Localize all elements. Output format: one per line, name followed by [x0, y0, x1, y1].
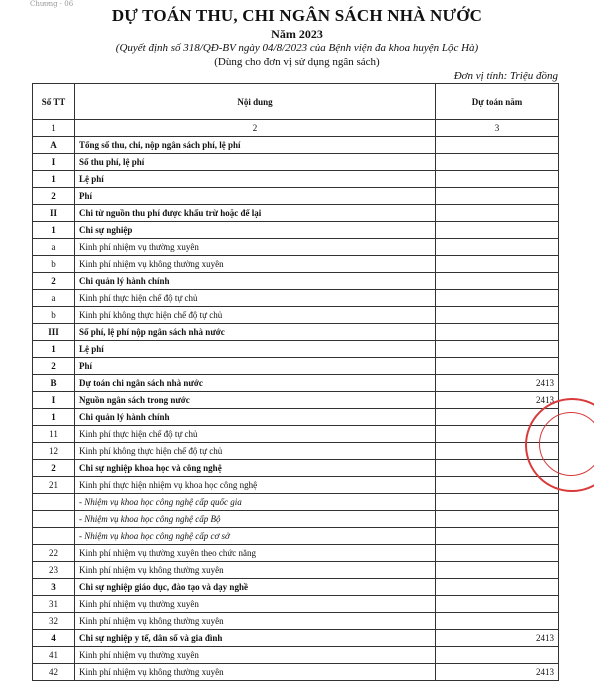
row-number-cell: 32	[33, 613, 75, 630]
row-estimate-cell	[436, 562, 559, 579]
table-row	[33, 290, 559, 307]
row-content-cell: Nguồn ngân sách trong nước	[75, 392, 436, 409]
table-row	[33, 545, 559, 562]
row-estimate-cell	[436, 341, 559, 358]
row-number-cell: 41	[33, 647, 75, 664]
table-row	[33, 613, 559, 630]
row-estimate-cell	[436, 511, 559, 528]
row-content-cell: - Nhiệm vụ khoa học công nghệ cấp quốc gia	[75, 494, 436, 511]
row-estimate-cell	[436, 137, 559, 154]
row-estimate-cell	[436, 290, 559, 307]
index-cell: 3	[436, 120, 559, 137]
row-estimate-cell	[436, 545, 559, 562]
row-content-cell: Chi sự nghiệp	[75, 222, 436, 239]
row-estimate-cell	[436, 256, 559, 273]
row-estimate-cell	[436, 647, 559, 664]
row-number-cell: 1	[33, 341, 75, 358]
row-number-cell: 3	[33, 579, 75, 596]
row-estimate-cell: 2413	[436, 664, 559, 681]
row-content-cell: Tổng số thu, chi, nộp ngân sách phí, lệ phí	[75, 137, 436, 154]
row-estimate-cell: 2413	[436, 630, 559, 647]
table-row	[33, 664, 559, 681]
table-row	[33, 137, 559, 154]
table-row	[33, 188, 559, 205]
table-row	[33, 273, 559, 290]
row-content-cell: Kinh phí nhiệm vụ không thường xuyên	[75, 256, 436, 273]
row-content-cell: Chi sự nghiệp giáo dục, đào tạo và dạy nghề	[75, 579, 436, 596]
index-cell: 2	[75, 120, 436, 137]
table-row	[33, 239, 559, 256]
row-number-cell: a	[33, 239, 75, 256]
row-content-cell: Chi từ nguồn thu phí được khấu trừ hoặc để lại	[75, 205, 436, 222]
row-estimate-cell	[436, 205, 559, 222]
row-estimate-cell	[436, 494, 559, 511]
row-content-cell: Kinh phí thực hiện nhiệm vụ khoa học công nghệ	[75, 477, 436, 494]
row-number-cell: B	[33, 375, 75, 392]
row-number-cell: III	[33, 324, 75, 341]
row-number-cell: 2	[33, 460, 75, 477]
row-estimate-cell	[436, 239, 559, 256]
document-title: DỰ TOÁN THU, CHI NGÂN SÁCH NHÀ NƯỚC	[111, 6, 483, 25]
table-row	[33, 341, 559, 358]
row-number-cell	[33, 494, 75, 511]
table-row	[33, 392, 559, 409]
row-content-cell: Số phí, lệ phí nộp ngân sách nhà nước	[75, 324, 436, 341]
row-content-cell: Kinh phí nhiệm vụ không thường xuyên	[75, 562, 436, 579]
row-content-cell: Chi quản lý hành chính	[75, 409, 436, 426]
row-number-cell: I	[33, 154, 75, 171]
row-estimate-cell	[436, 307, 559, 324]
table-row	[33, 222, 559, 239]
row-number-cell: 2	[33, 358, 75, 375]
table-row	[33, 460, 559, 477]
table-row	[33, 579, 559, 596]
row-content-cell: Kinh phí thực hiện chế độ tự chủ	[75, 426, 436, 443]
index-cell: 1	[33, 120, 75, 137]
row-number-cell: 1	[33, 171, 75, 188]
row-estimate-cell	[436, 358, 559, 375]
row-content-cell: Phí	[75, 358, 436, 375]
row-estimate-cell	[436, 222, 559, 239]
row-estimate-cell: 2413	[436, 375, 559, 392]
row-content-cell: Kinh phí nhiệm vụ thường xuyên	[75, 239, 436, 256]
row-number-cell: 31	[33, 596, 75, 613]
row-content-cell: Lệ phí	[75, 171, 436, 188]
row-number-cell: a	[33, 290, 75, 307]
row-number-cell: A	[33, 137, 75, 154]
column-header-content: Nội dung	[75, 84, 436, 120]
row-estimate-cell	[436, 273, 559, 290]
table-row	[33, 630, 559, 647]
table-row	[33, 647, 559, 664]
row-number-cell: 23	[33, 562, 75, 579]
budget-table	[32, 83, 559, 681]
row-number-cell: 12	[33, 443, 75, 460]
row-number-cell: II	[33, 205, 75, 222]
row-number-cell	[33, 528, 75, 545]
column-header-number: Số TT	[33, 84, 75, 120]
table-row	[33, 256, 559, 273]
table-row	[33, 528, 559, 545]
row-content-cell: Chi quản lý hành chính	[75, 273, 436, 290]
table-row	[33, 596, 559, 613]
table-row	[33, 375, 559, 392]
column-header-estimate: Dự toán năm	[436, 84, 559, 120]
table-row	[33, 205, 559, 222]
table-row	[33, 511, 559, 528]
table-row	[33, 477, 559, 494]
row-number-cell	[33, 511, 75, 528]
table-header-row	[33, 84, 559, 120]
row-content-cell: Kinh phí không thực hiện chế độ tự chủ	[75, 307, 436, 324]
decision-reference: (Quyết định số 318/QĐ-BV ngày 04/8/2023 của Bệnh viện đa khoa huyện Lộc Hà)	[115, 42, 479, 54]
row-number-cell: 1	[33, 409, 75, 426]
row-number-cell: b	[33, 307, 75, 324]
row-number-cell: 2	[33, 273, 75, 290]
row-estimate-cell	[436, 188, 559, 205]
row-number-cell: b	[33, 256, 75, 273]
row-content-cell: Kinh phí thực hiện chế độ tự chủ	[75, 290, 436, 307]
row-number-cell: 21	[33, 477, 75, 494]
row-number-cell: 22	[33, 545, 75, 562]
row-content-cell: Kinh phí nhiệm vụ không thường xuyên	[75, 613, 436, 630]
row-estimate-cell	[436, 613, 559, 630]
row-number-cell: 42	[33, 664, 75, 681]
table-row	[33, 154, 559, 171]
row-estimate-cell	[436, 528, 559, 545]
row-content-cell: Chi sự nghiệp khoa học và công nghệ	[75, 460, 436, 477]
row-content-cell: Phí	[75, 188, 436, 205]
row-number-cell: 2	[33, 188, 75, 205]
table-row	[33, 358, 559, 375]
table-row	[33, 443, 559, 460]
table-row	[33, 562, 559, 579]
table-row	[33, 494, 559, 511]
document-year: Năm 2023	[271, 27, 323, 41]
row-number-cell: 4	[33, 630, 75, 647]
row-estimate-cell	[436, 596, 559, 613]
row-content-cell: - Nhiệm vụ khoa học công nghệ cấp Bộ	[75, 511, 436, 528]
table-index-row	[33, 120, 559, 137]
row-estimate-cell: 2413	[436, 392, 559, 409]
header-chapter-note: Chương · 06	[30, 0, 74, 8]
row-content-cell: Kinh phí không thực hiện chế độ tự chủ	[75, 443, 436, 460]
usage-note: (Dùng cho đơn vị sử dụng ngân sách)	[214, 56, 380, 68]
row-content-cell: - Nhiệm vụ khoa học công nghệ cấp cơ sở	[75, 528, 436, 545]
table-row	[33, 307, 559, 324]
row-content-cell: Kinh phí nhiệm vụ không thường xuyên	[75, 664, 436, 681]
row-content-cell: Kinh phí nhiệm vụ thường xuyên	[75, 647, 436, 664]
seal-inner-ring	[539, 412, 594, 476]
row-content-cell: Kinh phí nhiệm vụ thường xuyên	[75, 596, 436, 613]
row-number-cell: I	[33, 392, 75, 409]
row-content-cell: Lệ phí	[75, 341, 436, 358]
unit-note: Đơn vị tính: Triệu đồng	[453, 70, 558, 82]
row-content-cell: Kinh phí nhiệm vụ thường xuyên theo chức năng	[75, 545, 436, 562]
row-estimate-cell	[436, 154, 559, 171]
table-row	[33, 171, 559, 188]
table-row	[33, 409, 559, 426]
row-estimate-cell	[436, 579, 559, 596]
row-estimate-cell	[436, 324, 559, 341]
row-content-cell: Chi sự nghiệp y tế, dân số và gia đình	[75, 630, 436, 647]
table-row	[33, 324, 559, 341]
row-content-cell: Dự toán chi ngân sách nhà nước	[75, 375, 436, 392]
row-content-cell: Số thu phí, lệ phí	[75, 154, 436, 171]
table-body	[33, 120, 559, 681]
row-number-cell: 1	[33, 222, 75, 239]
table-row	[33, 426, 559, 443]
row-number-cell: 11	[33, 426, 75, 443]
row-estimate-cell	[436, 171, 559, 188]
